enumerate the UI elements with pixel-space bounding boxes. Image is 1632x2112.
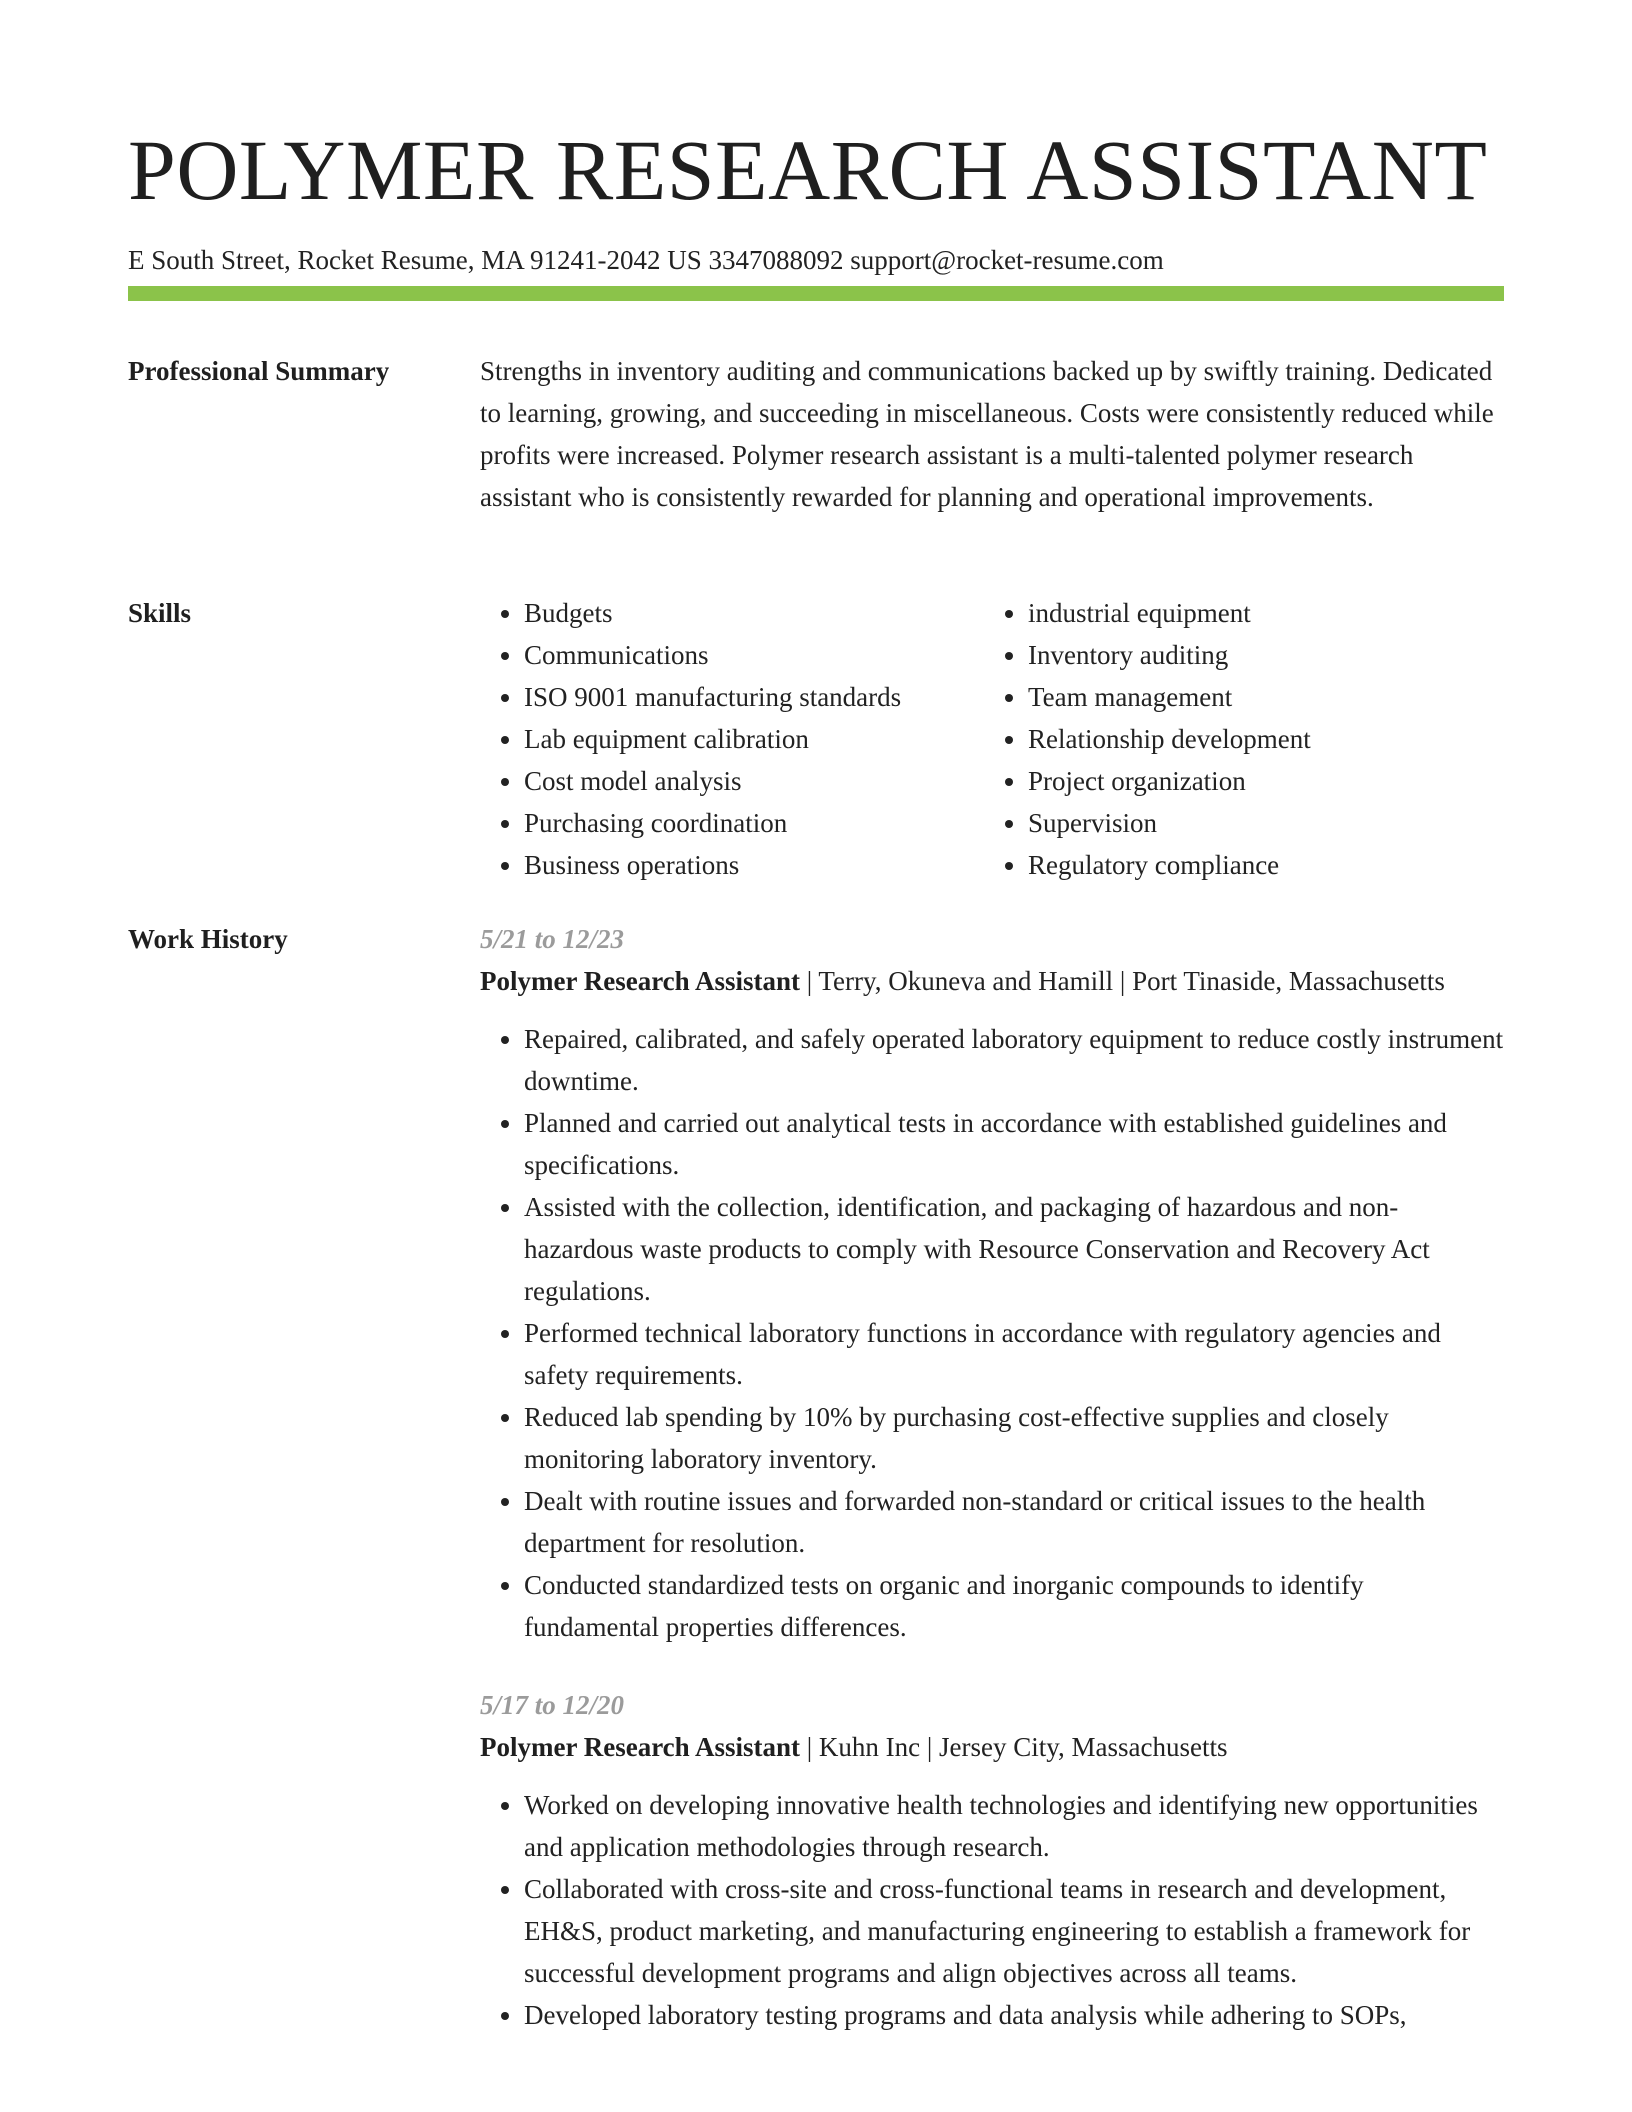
skills-list-right: [984, 592, 1488, 886]
job-location: Port Tinaside, Massachusetts: [1132, 966, 1445, 996]
job-separator: |: [806, 966, 819, 996]
job-company: Terry, Okuneva and Hamill: [818, 966, 1114, 996]
job-bullet: • Performed technical laboratory functions in accordance with regulatory agencies and safety requirements.: [524, 1312, 1504, 1396]
skill-item: • Purchasing coordination: [524, 802, 984, 844]
work-heading: Work History: [128, 924, 288, 954]
skill-item: • Communications: [524, 634, 984, 676]
resume-name: POLYMER RESEARCH ASSISTANT: [128, 122, 1488, 218]
job-bullet: • Planned and carried out analytical tests in accordance with established guidelines and specifications.: [524, 1102, 1504, 1186]
skill-item: • Team management: [1028, 676, 1488, 718]
job-entry: [480, 918, 1504, 1648]
job-separator: |: [926, 1732, 940, 1762]
job-title-line: [480, 960, 1504, 1002]
job-bullet: • Worked on developing innovative health technologies and identifying new opportunities and application methodologies through research.: [524, 1784, 1504, 1868]
skill-item: • ISO 9001 manufacturing standards: [524, 676, 984, 718]
skill-item: • Relationship development: [1028, 718, 1488, 760]
job-separator: |: [806, 1732, 819, 1762]
skill-item: • Lab equipment calibration: [524, 718, 984, 760]
resume-header: [128, 118, 1504, 276]
job-bullet: • Dealt with routine issues and forwarded non-standard or critical issues to the health department for resolution.: [524, 1480, 1504, 1564]
skill-item: • industrial equipment: [1028, 592, 1488, 634]
job-bullet: • Assisted with the collection, identification, and packaging of hazardous and non-hazardous waste products to comply with Resource Conservation and Recovery Act regulations.: [524, 1186, 1504, 1312]
job-bullet: • Conducted standardized tests on organic and inorganic compounds to identify fundamental properties differences.: [524, 1564, 1504, 1648]
header-divider: [128, 286, 1504, 301]
job-bullet: • Developed laboratory testing programs and data analysis while adhering to SOPs,: [524, 1994, 1504, 2036]
summary-text: Strengths in inventory auditing and communications backed up by swiftly training. Dedicated to learning, growing, and succeeding in miscellaneous. Costs were consistently reduced while profits were increased. Polymer research assistant is a multi-talented polymer research assistant who is consistently rewarded for planning and operational improvements.: [480, 356, 1494, 512]
job-separator: |: [1119, 966, 1133, 996]
contact-address: E South Street, Rocket Resume, MA 91241-2042 US: [128, 245, 702, 275]
job-bullet: • Reduced lab spending by 10% by purchasing cost-effective supplies and closely monitoring laboratory inventory.: [524, 1396, 1504, 1480]
summary-body: [480, 350, 1504, 518]
skills-list-left: [480, 592, 984, 886]
job-dates: 5/17 to 12/20: [480, 1690, 625, 1720]
work-section: [128, 918, 1504, 2072]
skill-item: • Cost model analysis: [524, 760, 984, 802]
contact-phone: 3347088092: [708, 245, 844, 275]
skills-heading: Skills: [128, 598, 192, 628]
job-entry: [480, 1684, 1504, 2036]
job-bullets: [480, 1018, 1504, 1648]
skill-item: • Supervision: [1028, 802, 1488, 844]
skill-item: • Project organization: [1028, 760, 1488, 802]
job-bullet: • Repaired, calibrated, and safely operated laboratory equipment to reduce costly instrument downtime.: [524, 1018, 1504, 1102]
job-bullets: [480, 1784, 1504, 2036]
skills-body: [480, 592, 1504, 886]
summary-section: [128, 350, 1504, 518]
contact-line: [128, 244, 1504, 276]
job-dates: 5/21 to 12/23: [480, 924, 625, 954]
job-title: Polymer Research Assistant: [480, 1732, 800, 1762]
job-title: Polymer Research Assistant: [480, 966, 800, 996]
skills-section: [128, 592, 1504, 886]
job-bullet: • Collaborated with cross-site and cross-functional teams in research and development, EH&S, product marketing, and manufacturing engineering to establish a framework for successful development programs and align objectives across all teams.: [524, 1868, 1504, 1994]
contact-email: support@rocket-resume.com: [850, 245, 1164, 275]
skill-item: • Regulatory compliance: [1028, 844, 1488, 886]
skill-item: • Business operations: [524, 844, 984, 886]
skill-item: • Inventory auditing: [1028, 634, 1488, 676]
skills-columns: [480, 592, 1504, 886]
summary-heading: Professional Summary: [128, 356, 390, 386]
skill-item: • Budgets: [524, 592, 984, 634]
job-company: Kuhn Inc: [818, 1732, 921, 1762]
work-body: [480, 918, 1504, 2072]
job-location: Jersey City, Massachusetts: [939, 1732, 1228, 1762]
job-title-line: [480, 1726, 1504, 1768]
